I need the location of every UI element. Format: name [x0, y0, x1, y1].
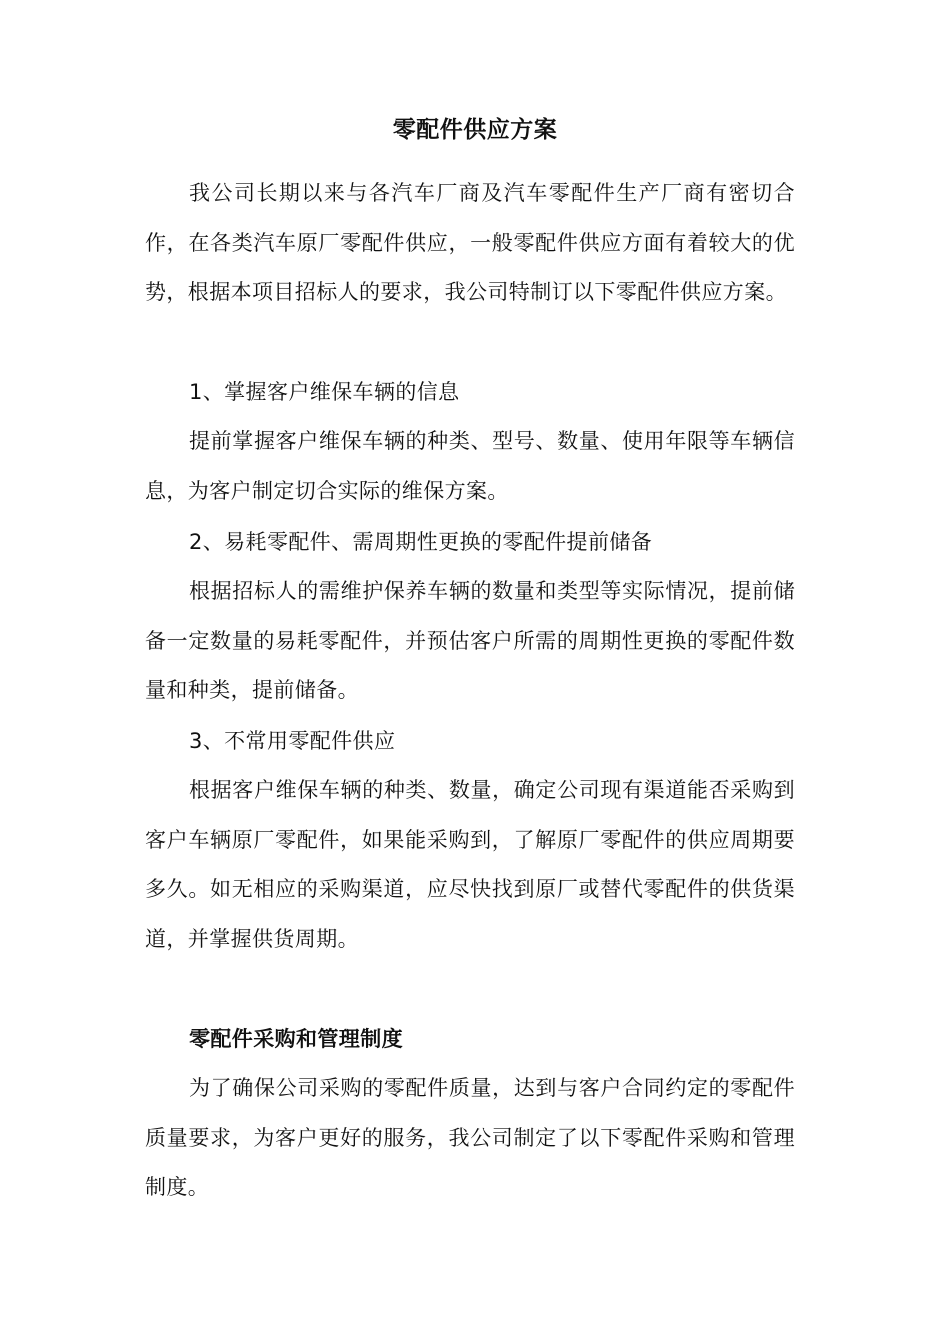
item-2-heading: 2、易耗零配件、需周期性更换的零配件提前储备 [189, 530, 653, 554]
item-1-paragraph: 提前掌握客户维保车辆的种类、型号、数量、使用年限等车辆信息，为客户制定切合实际的维保方案。 [145, 429, 795, 503]
item-1-heading: 1、掌握客户维保车辆的信息 [189, 380, 460, 404]
section-2-paragraph: 为了确保公司采购的零配件质量，达到与客户合同约定的零配件质量要求，为客户更好的服务，我公司制定了以下零配件采购和管理制度。 [145, 1076, 795, 1199]
intro-paragraph: 我公司长期以来与各汽车厂商及汽车零配件生产厂商有密切合作，在各类汽车原厂零配件供应，一般零配件供应方面有着较大的优势，根据本项目招标人的要求，我公司特制订以下零配件供应方案。 [145, 181, 795, 304]
item-3-heading: 3、不常用零配件供应 [189, 729, 396, 753]
document-title: 零配件供应方案 [392, 117, 558, 143]
section-2-heading: 零配件采购和管理制度 [189, 1027, 403, 1051]
item-3-paragraph: 根据客户维保车辆的种类、数量，确定公司现有渠道能否采购到客户车辆原厂零配件，如果能采购到，了解原厂零配件的供应周期要多久。如无相应的采购渠道，应尽快找到原厂或替代零配件的供货渠道，并掌握供货周期。 [145, 778, 795, 951]
item-2-paragraph: 根据招标人的需维护保养车辆的数量和类型等实际情况，提前储备一定数量的易耗零配件，并预估客户所需的周期性更换的零配件数量和种类，提前储备。 [145, 579, 795, 702]
